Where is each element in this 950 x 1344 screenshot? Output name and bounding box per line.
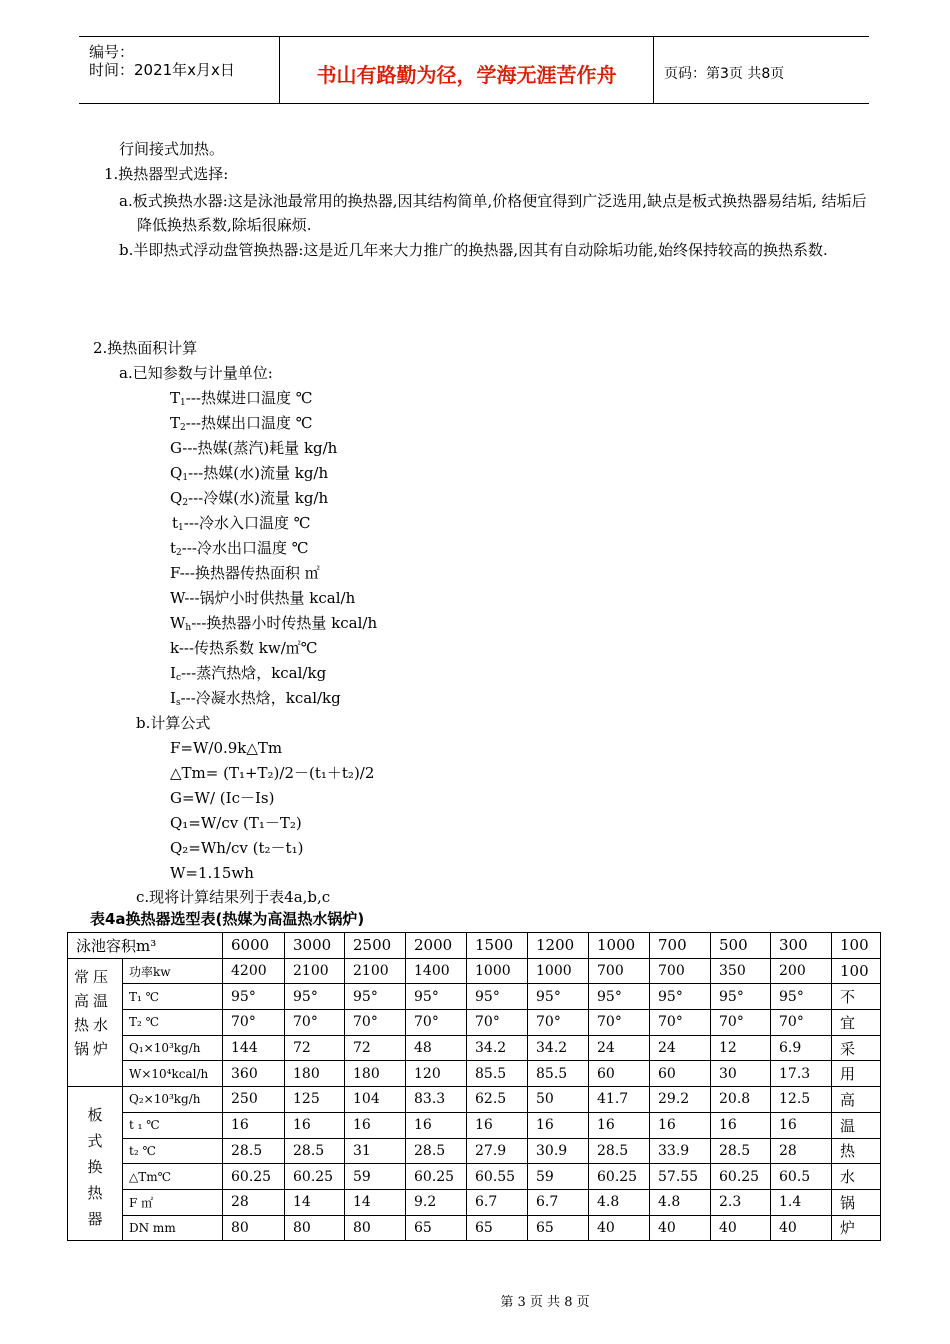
row-label: Q₁×10³kg/h bbox=[123, 1035, 223, 1061]
formula-area: F=W/0.9k△Tm bbox=[170, 739, 283, 757]
value-cell: 40 bbox=[771, 1215, 832, 1241]
value-cell: 200 bbox=[771, 958, 832, 984]
volume-cell: 2500 bbox=[345, 933, 406, 959]
value-cell: 1000 bbox=[528, 958, 589, 984]
table-row bbox=[68, 1112, 881, 1138]
value-cell: 65 bbox=[528, 1215, 589, 1241]
volume-cell: 700 bbox=[650, 933, 711, 959]
value-cell: 60.25 bbox=[711, 1164, 771, 1190]
volume-cell: 1500 bbox=[467, 933, 528, 959]
value-cell: 85.5 bbox=[528, 1061, 589, 1087]
value-cell: 水 bbox=[832, 1164, 881, 1190]
row-label: Q₂×10³kg/h bbox=[123, 1087, 223, 1113]
value-cell: 72 bbox=[345, 1035, 406, 1061]
param-t2: $T_2---$热媒出口温度 ℃ bbox=[170, 414, 313, 433]
value-cell: 65 bbox=[406, 1215, 467, 1241]
value-cell: 4.8 bbox=[589, 1189, 650, 1215]
value-cell: 95° bbox=[711, 984, 771, 1010]
param-wh: $W_h---$换热器小时传热量 kcal/h bbox=[170, 614, 378, 633]
value-cell: 48 bbox=[406, 1035, 467, 1061]
value-cell: 9.2 bbox=[406, 1189, 467, 1215]
value-cell: 12 bbox=[711, 1035, 771, 1061]
value-cell: 72 bbox=[285, 1035, 345, 1061]
row-label: 功率kw bbox=[123, 958, 223, 984]
value-cell: 50 bbox=[528, 1087, 589, 1113]
value-cell: 95° bbox=[406, 984, 467, 1010]
table-row bbox=[68, 958, 881, 984]
formula-q1: Q₁=W/cv (T₁－T₂) bbox=[170, 814, 302, 832]
value-cell: 16 bbox=[345, 1112, 406, 1138]
value-cell: 70° bbox=[467, 1010, 528, 1036]
table-row bbox=[68, 1010, 881, 1036]
formula-heading: b.计算公式 bbox=[136, 714, 211, 732]
value-cell: 95° bbox=[589, 984, 650, 1010]
value-cell: 2100 bbox=[345, 958, 406, 984]
value-cell: 95° bbox=[467, 984, 528, 1010]
value-cell: 104 bbox=[345, 1087, 406, 1113]
row-label: △Tm℃ bbox=[123, 1164, 223, 1190]
value-cell: 16 bbox=[711, 1112, 771, 1138]
volume-cell: 6000 bbox=[223, 933, 285, 959]
value-cell: 温 bbox=[832, 1112, 881, 1138]
param-t1: $T_1---$热媒进口温度 ℃ bbox=[170, 389, 313, 408]
value-cell: 59 bbox=[528, 1164, 589, 1190]
value-cell: 95° bbox=[285, 984, 345, 1010]
serial-number-label: 编号： bbox=[89, 43, 135, 61]
param-q2: $Q_2---$冷媒(水)流量 kg/h bbox=[170, 489, 329, 508]
value-cell: 2.3 bbox=[711, 1189, 771, 1215]
para-coil-exchanger: b.半即热式浮动盘管换热器:这是近几年来大力推广的换热器,因其有自动除垢功能,始终保持较高的换热系数. bbox=[119, 241, 828, 259]
value-cell: 34.2 bbox=[467, 1035, 528, 1061]
value-cell: 700 bbox=[650, 958, 711, 984]
table-row bbox=[68, 1061, 881, 1087]
value-cell: 60.5 bbox=[771, 1164, 832, 1190]
value-cell: 85.5 bbox=[467, 1061, 528, 1087]
value-cell: 16 bbox=[528, 1112, 589, 1138]
value-cell: 6.7 bbox=[528, 1189, 589, 1215]
value-cell: 24 bbox=[650, 1035, 711, 1061]
date-label: 时间：2021年x月x日 bbox=[89, 61, 235, 79]
value-cell: 14 bbox=[345, 1189, 406, 1215]
value-cell: 14 bbox=[285, 1189, 345, 1215]
value-cell: 100 bbox=[832, 958, 881, 984]
value-cell: 95° bbox=[528, 984, 589, 1010]
value-cell: 95° bbox=[771, 984, 832, 1010]
value-cell: 16 bbox=[589, 1112, 650, 1138]
volume-cell: 100 bbox=[832, 933, 881, 959]
page-header bbox=[79, 36, 869, 104]
value-cell: 17.3 bbox=[771, 1061, 832, 1087]
value-cell: 80 bbox=[345, 1215, 406, 1241]
header-motto-cell bbox=[280, 37, 654, 103]
value-cell: 360 bbox=[223, 1061, 285, 1087]
value-cell: 28 bbox=[771, 1138, 832, 1164]
table-row bbox=[68, 1138, 881, 1164]
value-cell: 33.9 bbox=[650, 1138, 711, 1164]
table-row bbox=[68, 933, 881, 959]
value-cell: 高 bbox=[832, 1087, 881, 1113]
value-cell: 宜 bbox=[832, 1010, 881, 1036]
value-cell: 28.5 bbox=[711, 1138, 771, 1164]
table-row bbox=[68, 1087, 881, 1113]
value-cell: 70° bbox=[589, 1010, 650, 1036]
value-cell: 70° bbox=[771, 1010, 832, 1036]
table-caption: 表4a换热器选型表(热媒为高温热水锅炉) bbox=[90, 910, 365, 928]
value-cell: 30 bbox=[711, 1061, 771, 1087]
value-cell: 350 bbox=[711, 958, 771, 984]
formula-g: G=W/ (Iс－Is) bbox=[170, 789, 275, 807]
value-cell: 炉 bbox=[832, 1215, 881, 1241]
value-cell: 40 bbox=[650, 1215, 711, 1241]
value-cell: 29.2 bbox=[650, 1087, 711, 1113]
value-cell: 1.4 bbox=[771, 1189, 832, 1215]
row-label: W×10⁴kcal/h bbox=[123, 1061, 223, 1087]
param-t1-cold: $t_1---$冷水入口温度 ℃ bbox=[172, 514, 311, 533]
table-row bbox=[68, 984, 881, 1010]
value-cell: 70° bbox=[223, 1010, 285, 1036]
formula-q2: Q₂=Wh/cv (t₂－t₁) bbox=[170, 839, 304, 857]
formula-w: W=1.15wh bbox=[170, 864, 254, 882]
table-row bbox=[68, 1189, 881, 1215]
para-intro: 行间接式加热。 bbox=[119, 140, 225, 158]
value-cell: 70° bbox=[406, 1010, 467, 1036]
value-cell: 20.8 bbox=[711, 1087, 771, 1113]
value-cell: 16 bbox=[406, 1112, 467, 1138]
param-k: k---传热系数 kw/㎡℃ bbox=[170, 639, 318, 657]
value-cell: 80 bbox=[285, 1215, 345, 1241]
value-cell: 60.25 bbox=[223, 1164, 285, 1190]
value-cell: 70° bbox=[711, 1010, 771, 1036]
param-ic: $I_c---$蒸汽热焓，kcal/kg bbox=[170, 664, 327, 683]
value-cell: 34.2 bbox=[528, 1035, 589, 1061]
value-cell: 59 bbox=[345, 1164, 406, 1190]
row-label: T₂ ℃ bbox=[123, 1010, 223, 1036]
value-cell: 65 bbox=[467, 1215, 528, 1241]
value-cell: 60.25 bbox=[285, 1164, 345, 1190]
param-is: $I_s---$冷凝水热焓，kcal/kg bbox=[170, 689, 341, 708]
value-cell: 16 bbox=[467, 1112, 528, 1138]
value-cell: 95° bbox=[650, 984, 711, 1010]
page-number-label: 页码：第3页 共8页 bbox=[664, 66, 785, 82]
row-label: DN mm bbox=[123, 1215, 223, 1241]
header-page-cell bbox=[654, 37, 869, 103]
header-meta-cell bbox=[79, 37, 280, 103]
value-cell: 62.5 bbox=[467, 1087, 528, 1113]
value-cell: 采 bbox=[832, 1035, 881, 1061]
row-label: t₂ ℃ bbox=[123, 1138, 223, 1164]
value-cell: 28.5 bbox=[285, 1138, 345, 1164]
volume-cell: 500 bbox=[711, 933, 771, 959]
value-cell: 125 bbox=[285, 1087, 345, 1113]
row-label: t ₁ ℃ bbox=[123, 1112, 223, 1138]
value-cell: 31 bbox=[345, 1138, 406, 1164]
volume-cell: 1200 bbox=[528, 933, 589, 959]
row-label: T₁ ℃ bbox=[123, 984, 223, 1010]
value-cell: 60.25 bbox=[406, 1164, 467, 1190]
value-cell: 95° bbox=[345, 984, 406, 1010]
table-row bbox=[68, 1164, 881, 1190]
value-cell: 60.25 bbox=[589, 1164, 650, 1190]
value-cell: 1400 bbox=[406, 958, 467, 984]
motto-text: 书山有路勤为径，学海无涯苦作舟 bbox=[316, 63, 617, 87]
value-cell: 16 bbox=[771, 1112, 832, 1138]
value-cell: 4200 bbox=[223, 958, 285, 984]
results-note: c.现将计算结果列于表4a,b,c bbox=[136, 888, 331, 906]
param-t2-cold: $t_2---$冷水出口温度 ℃ bbox=[170, 539, 309, 558]
value-cell: 57.55 bbox=[650, 1164, 711, 1190]
value-cell: 16 bbox=[285, 1112, 345, 1138]
value-cell: 24 bbox=[589, 1035, 650, 1061]
value-cell: 28 bbox=[223, 1189, 285, 1215]
value-cell: 40 bbox=[589, 1215, 650, 1241]
value-cell: 70° bbox=[528, 1010, 589, 1036]
value-cell: 4.8 bbox=[650, 1189, 711, 1215]
value-cell: 12.5 bbox=[771, 1087, 832, 1113]
volume-header: 泳池容积m³ bbox=[68, 933, 223, 959]
value-cell: 700 bbox=[589, 958, 650, 984]
value-cell: 120 bbox=[406, 1061, 467, 1087]
value-cell: 60.55 bbox=[467, 1164, 528, 1190]
value-cell: 70° bbox=[650, 1010, 711, 1036]
value-cell: 250 bbox=[223, 1087, 285, 1113]
value-cell: 144 bbox=[223, 1035, 285, 1061]
value-cell: 锅 bbox=[832, 1189, 881, 1215]
table-row bbox=[68, 1215, 881, 1241]
value-cell: 80 bbox=[223, 1215, 285, 1241]
value-cell: 16 bbox=[650, 1112, 711, 1138]
value-cell: 180 bbox=[285, 1061, 345, 1087]
value-cell: 1000 bbox=[467, 958, 528, 984]
para-plate-exchanger: a.板式换热水器:这是泳池最常用的换热器,因其结构简单,价格便宜得到广泛选用,缺点是板式换热器易结垢, 结垢后降低换热系数,除垢很麻烦. bbox=[119, 192, 867, 234]
value-cell: 83.3 bbox=[406, 1087, 467, 1113]
section-2-heading: 2.换热面积计算 bbox=[93, 339, 198, 357]
value-cell: 热 bbox=[832, 1138, 881, 1164]
value-cell: 70° bbox=[345, 1010, 406, 1036]
volume-cell: 300 bbox=[771, 933, 832, 959]
value-cell: 95° bbox=[223, 984, 285, 1010]
value-cell: 70° bbox=[285, 1010, 345, 1036]
param-q1: $Q_1---$热媒(水)流量 kg/h bbox=[170, 464, 329, 483]
section-1-heading: 1.换热器型式选择: bbox=[104, 165, 229, 183]
boiler-group-label: 常压高温热水锅炉 bbox=[68, 958, 123, 1086]
value-cell: 30.9 bbox=[528, 1138, 589, 1164]
value-cell: 27.9 bbox=[467, 1138, 528, 1164]
value-cell: 40 bbox=[711, 1215, 771, 1241]
value-cell: 用 bbox=[832, 1061, 881, 1087]
param-g: G---热媒(蒸汽)耗量 kg/h bbox=[170, 439, 338, 457]
exchanger-selection-table bbox=[67, 932, 881, 1241]
value-cell: 28.5 bbox=[589, 1138, 650, 1164]
table-row bbox=[68, 1035, 881, 1061]
value-cell: 28.5 bbox=[223, 1138, 285, 1164]
value-cell: 16 bbox=[223, 1112, 285, 1138]
value-cell: 不 bbox=[832, 984, 881, 1010]
volume-cell: 2000 bbox=[406, 933, 467, 959]
value-cell: 60 bbox=[650, 1061, 711, 1087]
value-cell: 60 bbox=[589, 1061, 650, 1087]
volume-cell: 1000 bbox=[589, 933, 650, 959]
param-f: F---换热器传热面积 ㎡ bbox=[170, 564, 320, 582]
value-cell: 6.7 bbox=[467, 1189, 528, 1215]
param-w: W---锅炉小时供热量 kcal/h bbox=[170, 589, 356, 607]
value-cell: 6.9 bbox=[771, 1035, 832, 1061]
exchanger-group-label: 板式换热器 bbox=[68, 1087, 123, 1241]
value-cell: 41.7 bbox=[589, 1087, 650, 1113]
volume-cell: 3000 bbox=[285, 933, 345, 959]
value-cell: 2100 bbox=[285, 958, 345, 984]
known-params-heading: a.已知参数与计量单位: bbox=[119, 364, 273, 382]
page-footer: 第 3 页 共 8 页 bbox=[500, 1295, 590, 1310]
value-cell: 28.5 bbox=[406, 1138, 467, 1164]
formula-delta-tm: △Tm= (T₁+T₂)/2－(t₁＋t₂)/2 bbox=[170, 764, 375, 782]
value-cell: 180 bbox=[345, 1061, 406, 1087]
row-label: F ㎡ bbox=[123, 1189, 223, 1215]
